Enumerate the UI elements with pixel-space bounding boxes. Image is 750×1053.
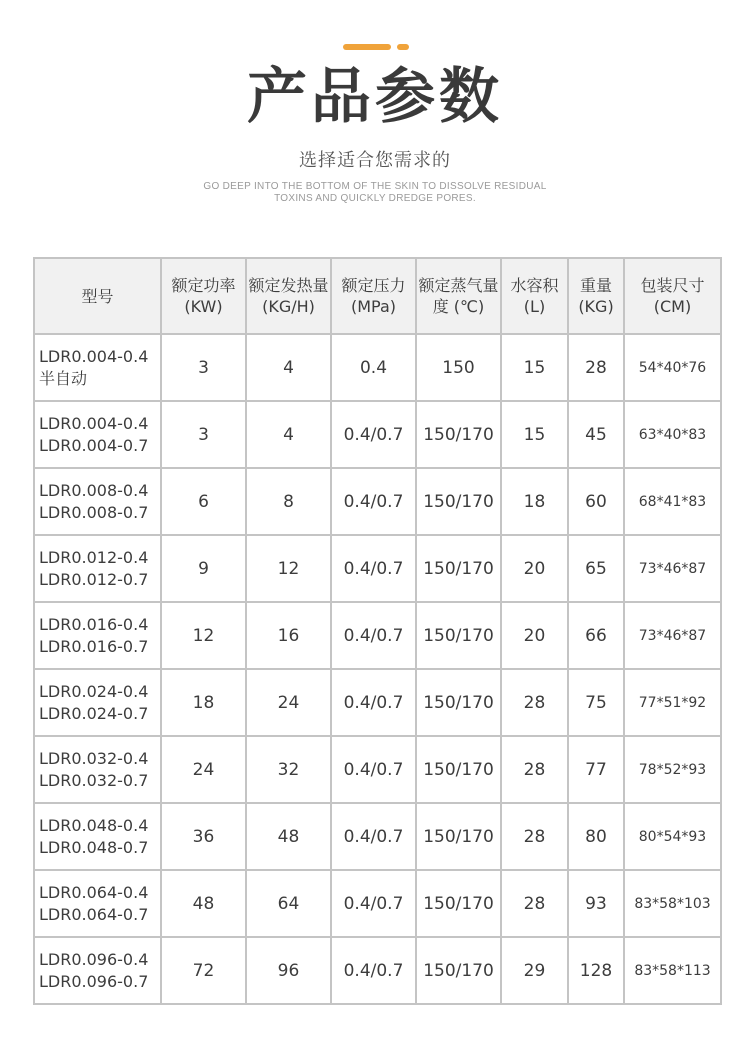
table-row bbox=[34, 602, 721, 669]
header-heat-output bbox=[246, 258, 331, 334]
header-package-size bbox=[624, 258, 721, 334]
model-name: LDR0.024-0.7 bbox=[39, 703, 149, 723]
volume-cell: 18 bbox=[501, 468, 568, 535]
heat-cell: 32 bbox=[246, 736, 331, 803]
pressure-cell: 0.4/0.7 bbox=[331, 870, 416, 937]
model-cell bbox=[34, 401, 161, 468]
power-cell: 12 bbox=[161, 602, 246, 669]
model-name: LDR0.012-0.4 bbox=[39, 547, 149, 567]
weight-cell: 93 bbox=[568, 870, 624, 937]
volume-cell: 15 bbox=[501, 334, 568, 401]
table-row bbox=[34, 937, 721, 1004]
heat-cell: 4 bbox=[246, 401, 331, 468]
pressure-cell: 0.4/0.7 bbox=[331, 937, 416, 1004]
header-heat-output-label: 额定发热量 bbox=[248, 276, 329, 295]
heat-cell: 16 bbox=[246, 602, 331, 669]
volume-cell: 28 bbox=[501, 803, 568, 870]
power-cell: 6 bbox=[161, 468, 246, 535]
model-name: LDR0.064-0.7 bbox=[39, 904, 149, 924]
table-row bbox=[34, 669, 721, 736]
size-cell: 54*40*76 bbox=[624, 334, 721, 401]
heat-cell: 96 bbox=[246, 937, 331, 1004]
header-rated-power bbox=[161, 258, 246, 334]
table-body bbox=[34, 334, 721, 1004]
size-cell: 73*46*87 bbox=[624, 535, 721, 602]
header-water-volume-label: 水容积 bbox=[510, 276, 559, 295]
header-rated-pressure-unit: (MPa) bbox=[350, 297, 397, 316]
weight-cell: 60 bbox=[568, 468, 624, 535]
temp-cell: 150/170 bbox=[416, 535, 501, 602]
model-name: LDR0.024-0.4 bbox=[39, 681, 149, 701]
model-name: LDR0.008-0.7 bbox=[39, 502, 149, 522]
heat-cell: 48 bbox=[246, 803, 331, 870]
table-row bbox=[34, 334, 721, 401]
power-cell: 48 bbox=[161, 870, 246, 937]
table-header-row bbox=[34, 258, 721, 334]
header-weight-label: 重量 bbox=[579, 276, 612, 295]
model-name: LDR0.032-0.4 bbox=[39, 748, 149, 768]
header-rated-power-label: 额定功率 bbox=[171, 276, 236, 295]
model-name: LDR0.064-0.4 bbox=[39, 882, 149, 902]
weight-cell: 28 bbox=[568, 334, 624, 401]
power-cell: 36 bbox=[161, 803, 246, 870]
heat-cell: 4 bbox=[246, 334, 331, 401]
volume-cell: 28 bbox=[501, 870, 568, 937]
english-tagline bbox=[190, 181, 560, 205]
volume-cell: 28 bbox=[501, 669, 568, 736]
header-steam-temp-unit: 度 (℃) bbox=[432, 297, 485, 316]
header-rated-pressure bbox=[331, 258, 416, 334]
size-cell: 77*51*92 bbox=[624, 669, 721, 736]
power-cell: 72 bbox=[161, 937, 246, 1004]
table-row bbox=[34, 535, 721, 602]
header-steam-temp bbox=[416, 258, 501, 334]
pressure-cell: 0.4/0.7 bbox=[331, 468, 416, 535]
model-name: LDR0.016-0.7 bbox=[39, 636, 149, 656]
temp-cell: 150 bbox=[416, 334, 501, 401]
model-name: LDR0.012-0.7 bbox=[39, 569, 149, 589]
page-title: 产品参数 bbox=[247, 62, 503, 132]
temp-cell: 150/170 bbox=[416, 401, 501, 468]
volume-cell: 29 bbox=[501, 937, 568, 1004]
header-model-label: 型号 bbox=[81, 286, 114, 306]
heat-cell: 8 bbox=[246, 468, 331, 535]
model-cell bbox=[34, 870, 161, 937]
volume-cell: 20 bbox=[501, 535, 568, 602]
header-weight bbox=[568, 258, 624, 334]
model-name: LDR0.032-0.7 bbox=[39, 770, 149, 790]
temp-cell: 150/170 bbox=[416, 602, 501, 669]
volume-cell: 28 bbox=[501, 736, 568, 803]
temp-cell: 150/170 bbox=[416, 669, 501, 736]
model-name: 半自动 bbox=[39, 368, 88, 388]
model-cell bbox=[34, 669, 161, 736]
size-cell: 68*41*83 bbox=[624, 468, 721, 535]
model-name: LDR0.016-0.4 bbox=[39, 614, 149, 634]
size-cell: 80*54*93 bbox=[624, 803, 721, 870]
size-cell: 83*58*113 bbox=[624, 937, 721, 1004]
pressure-cell: 0.4/0.7 bbox=[331, 401, 416, 468]
table-row bbox=[34, 870, 721, 937]
temp-cell: 150/170 bbox=[416, 803, 501, 870]
table-row bbox=[34, 401, 721, 468]
weight-cell: 75 bbox=[568, 669, 624, 736]
header-weight-unit: (KG) bbox=[578, 297, 614, 316]
weight-cell: 66 bbox=[568, 602, 624, 669]
size-cell: 78*52*93 bbox=[624, 736, 721, 803]
model-name: LDR0.048-0.4 bbox=[39, 815, 149, 835]
parameter-table bbox=[33, 257, 722, 1005]
header-heat-output-unit: (KG/H) bbox=[262, 297, 315, 316]
size-cell: 83*58*103 bbox=[624, 870, 721, 937]
accent-bar-long bbox=[343, 44, 391, 50]
power-cell: 18 bbox=[161, 669, 246, 736]
model-name: LDR0.096-0.7 bbox=[39, 971, 149, 991]
temp-cell: 150/170 bbox=[416, 937, 501, 1004]
table-row bbox=[34, 803, 721, 870]
volume-cell: 20 bbox=[501, 602, 568, 669]
weight-cell: 128 bbox=[568, 937, 624, 1004]
weight-cell: 77 bbox=[568, 736, 624, 803]
header-water-volume-unit: (L) bbox=[523, 297, 546, 316]
header-package-size-label: 包装尺寸 bbox=[640, 276, 705, 295]
table-row bbox=[34, 468, 721, 535]
model-cell bbox=[34, 602, 161, 669]
temp-cell: 150/170 bbox=[416, 736, 501, 803]
power-cell: 24 bbox=[161, 736, 246, 803]
model-name: LDR0.004-0.7 bbox=[39, 435, 149, 455]
heat-cell: 12 bbox=[246, 535, 331, 602]
temp-cell: 150/170 bbox=[416, 468, 501, 535]
volume-cell: 15 bbox=[501, 401, 568, 468]
accent-bar-short bbox=[397, 44, 409, 50]
pressure-cell: 0.4 bbox=[331, 334, 416, 401]
header-model bbox=[34, 258, 161, 334]
header-rated-power-unit: (KW) bbox=[184, 297, 223, 316]
model-name: LDR0.048-0.7 bbox=[39, 837, 149, 857]
model-cell bbox=[34, 736, 161, 803]
model-name: LDR0.004-0.4 bbox=[39, 413, 149, 433]
power-cell: 3 bbox=[161, 334, 246, 401]
model-name: LDR0.004-0.4 bbox=[39, 346, 149, 366]
model-name: LDR0.008-0.4 bbox=[39, 480, 149, 500]
header-package-size-unit: (CM) bbox=[653, 297, 692, 316]
english-tagline-line-1: GO DEEP INTO THE BOTTOM OF THE SKIN TO DISSOLVE RESIDUAL bbox=[203, 181, 547, 192]
model-cell bbox=[34, 334, 161, 401]
model-cell bbox=[34, 803, 161, 870]
pressure-cell: 0.4/0.7 bbox=[331, 803, 416, 870]
header-water-volume bbox=[501, 258, 568, 334]
pressure-cell: 0.4/0.7 bbox=[331, 535, 416, 602]
page-subtitle: 选择适合您需求的 bbox=[299, 150, 451, 171]
weight-cell: 65 bbox=[568, 535, 624, 602]
pressure-cell: 0.4/0.7 bbox=[331, 602, 416, 669]
size-cell: 63*40*83 bbox=[624, 401, 721, 468]
model-name: LDR0.096-0.4 bbox=[39, 949, 149, 969]
power-cell: 9 bbox=[161, 535, 246, 602]
pressure-cell: 0.4/0.7 bbox=[331, 669, 416, 736]
english-tagline-line-2: TOXINS AND QUICKLY DREDGE PORES. bbox=[274, 193, 476, 204]
weight-cell: 45 bbox=[568, 401, 624, 468]
model-cell bbox=[34, 535, 161, 602]
table-row bbox=[34, 736, 721, 803]
heat-cell: 24 bbox=[246, 669, 331, 736]
temp-cell: 150/170 bbox=[416, 870, 501, 937]
model-cell bbox=[34, 468, 161, 535]
power-cell: 3 bbox=[161, 401, 246, 468]
header-rated-pressure-label: 额定压力 bbox=[341, 276, 406, 295]
model-cell bbox=[34, 937, 161, 1004]
header-steam-temp-label: 额定蒸气量 bbox=[418, 276, 499, 295]
heat-cell: 64 bbox=[246, 870, 331, 937]
pressure-cell: 0.4/0.7 bbox=[331, 736, 416, 803]
size-cell: 73*46*87 bbox=[624, 602, 721, 669]
weight-cell: 80 bbox=[568, 803, 624, 870]
